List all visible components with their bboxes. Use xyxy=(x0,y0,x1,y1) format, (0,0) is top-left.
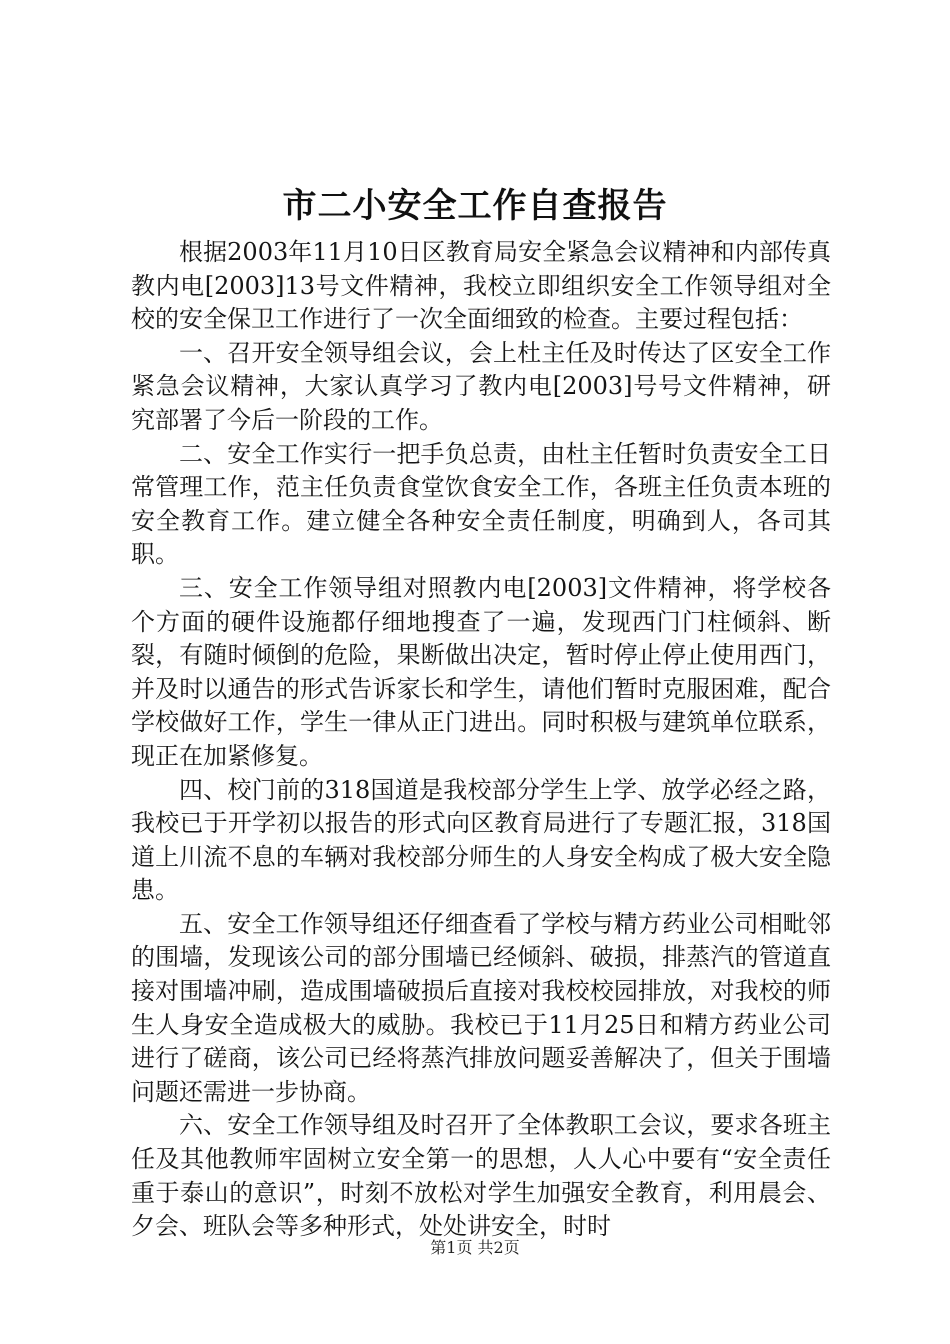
paragraph-item-3: 三、安全工作领导组对照教内电[2003]文件精神，将学校各个方面的硬件设施都仔细地搜查了一遍，发现西门门柱倾斜、断裂，有随时倾倒的危险，果断做出决定，暂时停止停止使用西门，并及时以通告的形式告诉家长和学生，请他们暂时克服困难，配合学校做好工作，学生一律从正门进出。同时积极与建筑单位联系，现正在加紧修复。 xyxy=(131,573,831,770)
paragraph-item-1: 一、召开安全领导组会议，会上杜主任及时传达了区安全工作紧急会议精神，大家认真学习了教内电[2003]号号文件精神，研究部署了今后一阶段的工作。 xyxy=(131,338,831,434)
paragraph-item-4: 四、校门前的318国道是我校部分学生上学、放学必经之路，我校已于开学初以报告的形式向区教育局进行了专题汇报，318国道上川流不息的车辆对我校部分师生的人身安全构成了极大安全隐患。 xyxy=(131,775,831,905)
paragraph-item-5: 五、安全工作领导组还仔细查看了学校与精方药业公司相毗邻的围墙，发现该公司的部分围墙已经倾斜、破损，排蒸汽的管道直接对围墙冲刷，造成围墙破损后直接对我校校园排放，对我校的师生人身安全造成极大的威胁。我校已于11月25日和精方药业公司进行了磋商，该公司已经将蒸汽排放问题妥善解决了，但关于围墙问题还需进一步协商。 xyxy=(131,909,831,1106)
paragraph-item-2: 二、安全工作实行一把手负总责，由杜主任暂时负责安全工日常管理工作，范主任负责食堂饮食安全工作，各班主任负责本班的安全教育工作。建立健全各种安全责任制度，明确到人，各司其职。 xyxy=(131,439,831,569)
page-number-footer: 第1页 共2页 xyxy=(430,1238,520,1257)
paragraph-intro: 根据2003年11月10日区教育局安全紧急会议精神和内部传真教内电[2003]13号文件精神，我校立即组织安全工作领导组对全校的安全保卫工作进行了一次全面细致的检查。主要过程包括： xyxy=(131,238,831,334)
paragraph-item-6: 六、安全工作领导组及时召开了全体教职工会议，要求各班主任及其他教师牢固树立安全第一的思想，人人心中要有“安全责任重于泰山的意识”，时刻不放松对学生加强安全教育，利用晨会、夕会、班队会等多种形式，处处讲安全，时时 xyxy=(131,1111,831,1241)
document-body xyxy=(131,236,831,1244)
document-title: 市二小安全工作自查报告 xyxy=(282,186,668,226)
